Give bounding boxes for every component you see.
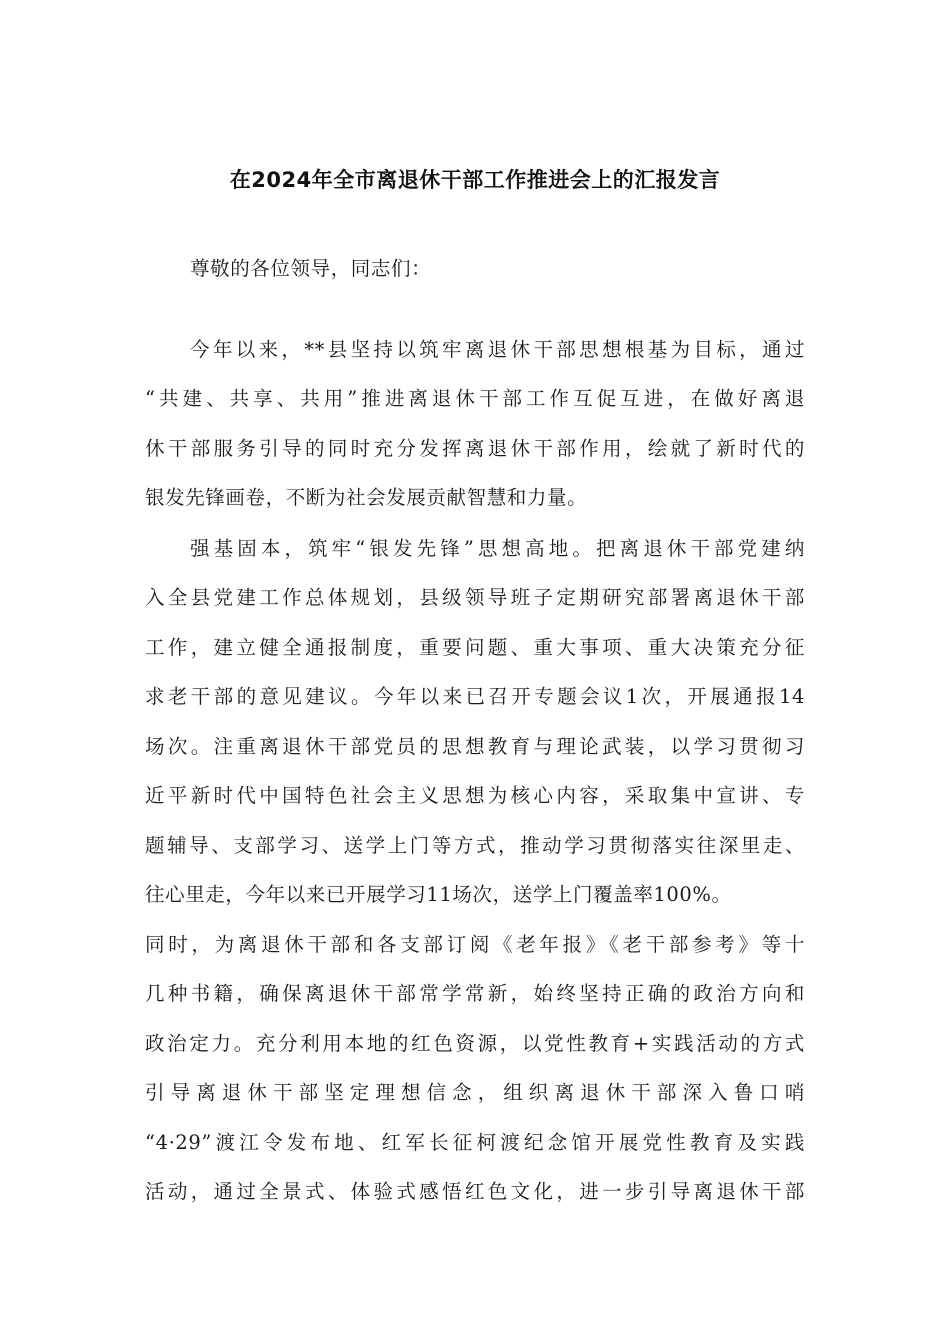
paragraph-line: 往心里走，今年以来已开展学习11场次，送学上门覆盖率100%。 bbox=[145, 883, 732, 906]
paragraph-line: 几种书籍，确保离退休干部常学常新，始终坚持正确的政治方向和 bbox=[145, 982, 805, 1005]
paragraph-line: 同时，为离退休干部和各支部订阅《老年报》《老干部参考》等十 bbox=[145, 933, 805, 956]
paragraph-line: 求老干部的意见建议。今年以来已召开专题会议1次，开展通报14 bbox=[145, 685, 805, 708]
paragraph-line: 引导离退休干部坚定理想信念，组织离退休干部深入鲁口哨 bbox=[145, 1081, 805, 1104]
paragraph-line: “4·29”渡江令发布地、红军长征柯渡纪念馆开展党性教育及实践 bbox=[145, 1131, 805, 1154]
paragraph-line: 工作，建立健全通报制度，重要问题、重大事项、重大决策充分征 bbox=[145, 636, 805, 659]
paragraph-line: “共建、共享、共用”推进离退休干部工作互促互进，在做好离退 bbox=[145, 387, 805, 410]
paragraph-line: 近平新时代中国特色社会主义思想为核心内容，采取集中宣讲、专 bbox=[145, 784, 805, 807]
paragraph-line: 银发先锋画卷，不断为社会发展贡献智慧和力量。 bbox=[145, 486, 588, 509]
paragraph-line: 休干部服务引导的同时充分发挥离退休干部作用，绘就了新时代的 bbox=[145, 437, 805, 460]
paragraph-line: 入全县党建工作总体规划，县级领导班子定期研究部署离退休干部 bbox=[145, 586, 805, 609]
paragraph-line: 强基固本，筑牢“银发先锋”思想高地。把离退休干部党建纳 bbox=[190, 537, 805, 560]
paragraph-line: 政治定力。充分利用本地的红色资源，以党性教育+实践活动的方式 bbox=[145, 1032, 805, 1055]
paragraph-line: 活动，通过全景式、体验式感悟红色文化，进一步引导离退休干部 bbox=[145, 1180, 805, 1203]
paragraph-line: 今年以来，**县坚持以筑牢离退休干部思想根基为目标，通过 bbox=[190, 338, 805, 361]
document-title: 在2024年全市离退休干部工作推进会上的汇报发言 bbox=[229, 168, 721, 192]
paragraph-line: 场次。注重离退休干部党员的思想教育与理论武装，以学习贯彻习 bbox=[145, 735, 805, 758]
paragraph-line: 题辅导、支部学习、送学上门等方式，推动学习贯彻落实往深里走、 bbox=[145, 834, 805, 857]
salutation: 尊敬的各位领导，同志们： bbox=[190, 257, 432, 280]
